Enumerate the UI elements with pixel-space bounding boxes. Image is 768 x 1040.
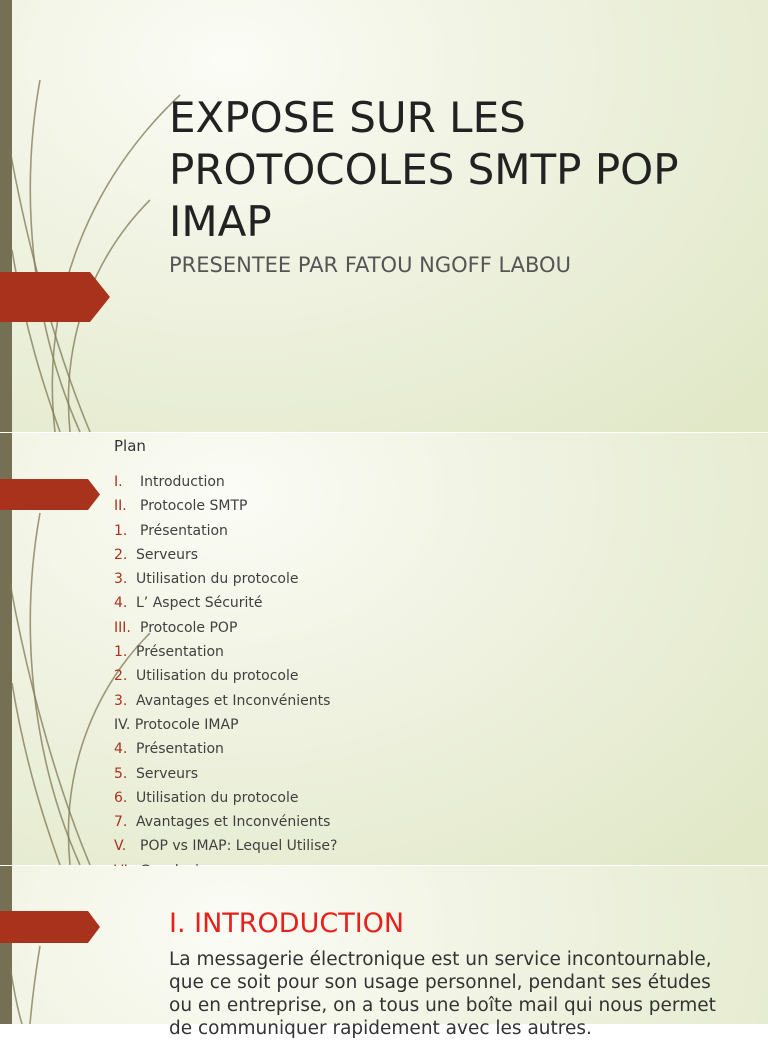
item-number: 7. [114,814,128,831]
item-text: Protocole POP [140,619,238,636]
presentation-subtitle: PRESENTEE PAR FATOU NGOFF LABOU [169,253,571,277]
item-number: IV. [114,716,131,733]
item-number: 1. [114,644,128,661]
item-text: Serveurs [136,765,199,782]
list-item [114,737,337,761]
section-body-text: La messagerie électronique est un service incontournable, que ce soit pour son usage personnel, pendant ses études ou en entreprise, on a tous une boîte mail qui nous permet de communiquer rapidement avec les autres. [169,949,716,1039]
section-title: I. INTRODUCTION [169,908,405,939]
list-item [114,762,337,786]
item-number: 3. [114,571,128,588]
list-item [114,494,337,518]
item-text: L’ Aspect Sécurité [136,595,263,612]
list-item [114,470,337,494]
list-item [114,519,337,543]
list-item [114,786,337,810]
list-item [114,567,337,591]
item-text: Serveurs [136,546,199,563]
item-number: 1. [114,522,128,539]
item-number: 5. [114,765,128,782]
item-number: 2. [114,668,128,685]
plan-list [114,470,337,883]
list-item [114,591,337,615]
list-item [114,689,337,713]
item-text: Protocole SMTP [140,498,248,515]
item-number: 3. [114,692,128,709]
item-text: Avantages et Inconvénients [136,692,331,709]
item-number: I. [114,474,123,490]
item-number: II. [114,498,127,515]
item-number: III. [114,619,131,636]
item-number: 2. [114,546,128,563]
item-number: 4. [114,741,128,758]
list-item [114,834,337,858]
item-text: POP vs IMAP: Lequel Utilise? [140,838,338,855]
item-text: Utilisation du protocole [136,571,299,588]
item-number: V. [114,838,127,855]
plan-heading: Plan [114,437,146,455]
title-slide [0,0,768,432]
list-item [114,810,337,834]
item-number: 4. [114,595,128,612]
item-text: Utilisation du protocole [136,789,299,806]
list-item [114,664,337,688]
plan-slide [0,433,768,865]
list-item [114,640,337,664]
introduction-slide [0,866,768,1039]
item-text: Introduction [140,474,225,490]
item-text: Avantages et Inconvénients [136,814,331,831]
item-number: 6. [114,789,128,806]
list-item [114,616,337,640]
item-text: Présentation [136,644,224,661]
presentation-title: EXPOSE SUR LES PROTOCOLES SMTP POP IMAP [169,93,679,246]
item-text: Protocole IMAP [134,716,239,733]
list-item [114,543,337,567]
accent-arrow-tab [0,272,110,322]
accent-arrow-tab [0,911,100,943]
accent-arrow-tab [0,479,100,510]
item-text: Utilisation du protocole [136,668,299,685]
item-text: Présentation [140,522,228,539]
list-item [114,713,337,737]
item-text: Présentation [136,741,224,758]
